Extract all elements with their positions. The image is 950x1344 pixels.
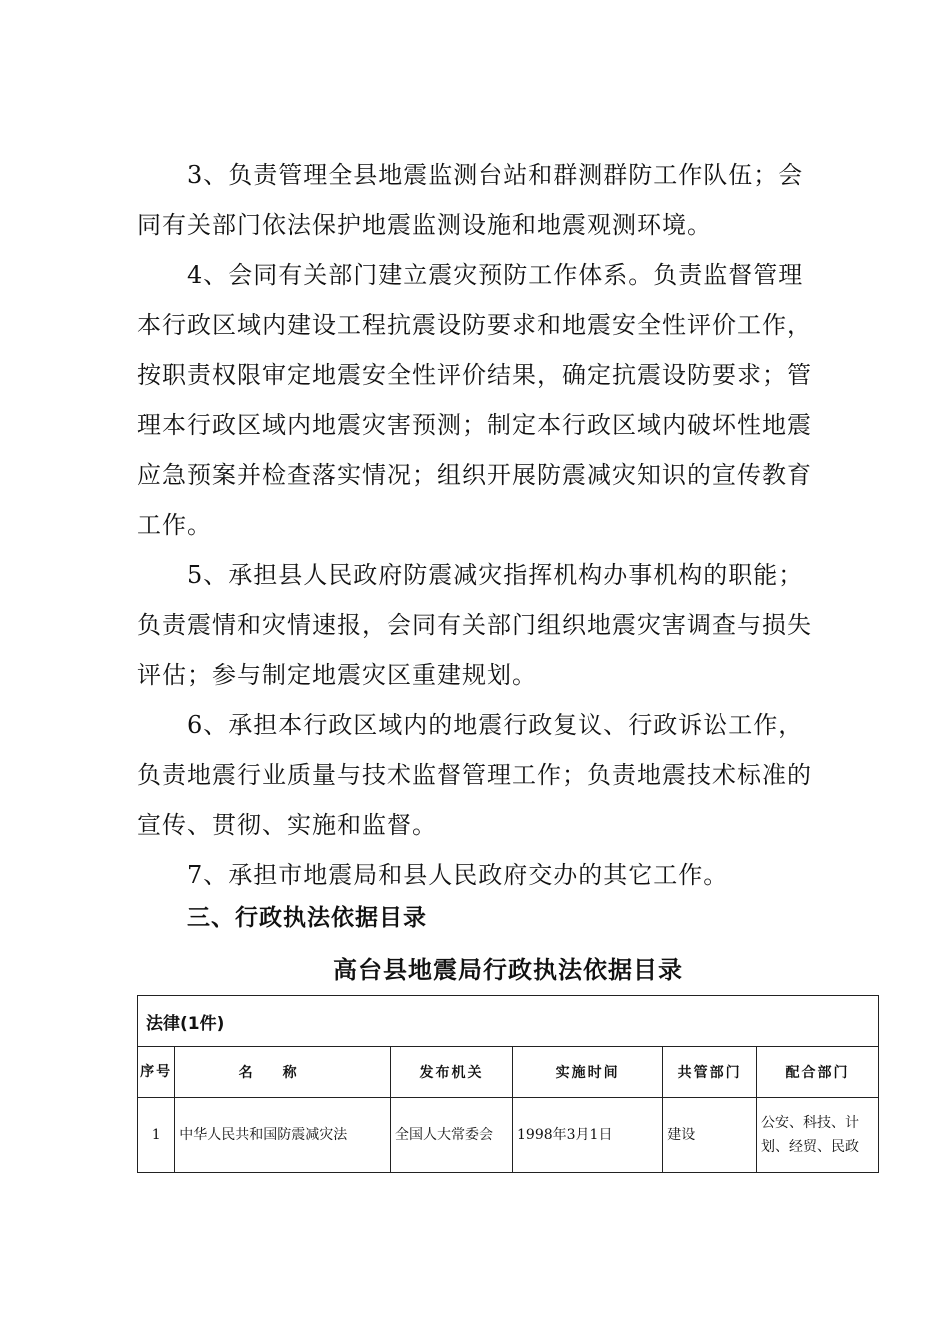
table-header-row <box>138 1047 879 1098</box>
cell-name: 中华人民共和国防震减灾法 <box>175 1098 391 1173</box>
header-date: 实施时间 <box>513 1047 663 1098</box>
table-row <box>138 1098 879 1173</box>
duty-item-7: 7、承担市地震局和县人民政府交办的其它工作。 <box>187 861 729 889</box>
header-cooperate: 配合部门 <box>756 1047 878 1098</box>
header-name: 名称 <box>175 1047 391 1098</box>
table-title: 高台县地震局行政执法依据目录 <box>333 956 683 984</box>
duty-item-4: 4、会同有关部门建立震灾预防工作体系。负责监督管理本行政区域内建设工程抗震设防要求和地震安全性评价工作，按职责权限审定地震安全性评价结果，确定抗震设防要求；管理本行政区域内地震灾害预测；制定本行政区域内破坏性地震应急预案并检查落实情况；组织开展防震减灾知识的宣传教育工作。 <box>137 261 812 539</box>
section-heading: 三、行政执法依据目录 <box>187 905 427 931</box>
cell-date: 1998年3月1日 <box>513 1098 663 1173</box>
duty-item-5: 5、承担县人民政府防震减灾指挥机构办事机构的职能；负责震情和灾情速报，会同有关部门组织地震灾害调查与损失评估；参与制定地震灾区重建规划。 <box>137 561 812 689</box>
table-section-label: 法律(1件) <box>138 996 879 1047</box>
header-co-manage: 共管部门 <box>663 1047 757 1098</box>
cell-seq: 1 <box>138 1098 175 1173</box>
header-issuer: 发布机关 <box>391 1047 513 1098</box>
cell-cooperate: 公安、科技、计划、经贸、民政 <box>756 1098 878 1173</box>
table-section-row <box>138 996 879 1047</box>
law-basis-table <box>137 995 879 1173</box>
cell-co-manage: 建设 <box>663 1098 757 1173</box>
cell-issuer: 全国人大常委会 <box>391 1098 513 1173</box>
header-seq: 序号 <box>138 1047 175 1098</box>
duty-item-3: 3、负责管理全县地震监测台站和群测群防工作队伍；会同有关部门依法保护地震监测设施和地震观测环境。 <box>137 161 804 239</box>
duty-item-6: 6、承担本行政区域内的地震行政复议、行政诉讼工作，负责地震行业质量与技术监督管理工作；负责地震技术标准的宣传、贯彻、实施和监督。 <box>137 711 812 839</box>
